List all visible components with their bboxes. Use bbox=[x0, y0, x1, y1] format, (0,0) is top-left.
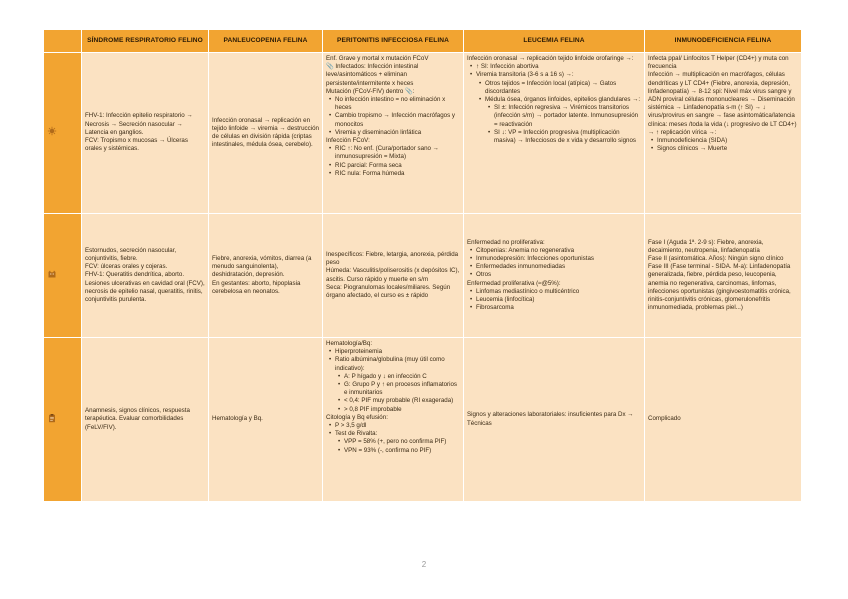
list-item: • SI ±: Infección regresiva → Virémicos transitorios (infección s/m) → portador latente. Inmunosupresión = reactivación bbox=[494, 104, 641, 129]
cat-icon bbox=[47, 269, 57, 279]
cell-srf-diagnostico bbox=[82, 338, 209, 502]
cell-pif-clinica bbox=[323, 214, 464, 338]
list-item: • Inmunodepresión: Infecciones oportunistas bbox=[476, 255, 641, 263]
list-item: • No infección intestino = no eliminación x heces bbox=[335, 96, 460, 112]
text: Test de Rivalta: bbox=[335, 430, 378, 438]
text: Infección FCoV: bbox=[326, 137, 370, 145]
list-item: • G: Grupo P y ↑ en procesos inflamatorios e inmunitarios bbox=[344, 381, 460, 397]
text: En gestantes: aborto, hipoplasia cerebelosa en neonatos. bbox=[212, 279, 301, 295]
list-item: • RIC ↑: No enf. (Cura/portador sano → inmunosupresión = Mixta) bbox=[335, 145, 460, 161]
list bbox=[326, 96, 460, 137]
text: Estornudos, secreción nasocular, conjuntivitis, fiebre. bbox=[85, 246, 177, 262]
text: Inespecíficos: Fiebre, letargia, anorexia, pérdida peso bbox=[326, 250, 459, 267]
text: Anamnesis, signos clínicos, respuesta terapéutica. Evaluar comorbilidades (FeLV/FIV). bbox=[85, 407, 190, 431]
cell-leucemia-patogenia bbox=[464, 53, 645, 214]
list-item: • Signos clínicos → Muerte bbox=[657, 145, 798, 153]
list-item bbox=[476, 71, 641, 145]
clipboard-icon bbox=[47, 413, 57, 423]
list-item: • P > 3,5 g/dl bbox=[335, 422, 460, 430]
text: Complicado bbox=[648, 415, 681, 423]
text: Enf. Grave y mortal x mutación FCoV bbox=[326, 55, 429, 62]
text: Lesiones ulcerativas en cavidad oral (FCV), necrosis de epitelio nasal, queratitis, rinitis, conjuntivitis purulenta. bbox=[85, 279, 205, 303]
page-number: 2 bbox=[421, 560, 427, 569]
list-item: • Otros tejidos = Infección local (atípica) → Gatos discordantes bbox=[485, 80, 641, 96]
list bbox=[467, 63, 641, 145]
cell-leucemia-diagnostico bbox=[464, 338, 645, 502]
list-item: • Enfermedades inmunomediadas bbox=[476, 263, 641, 271]
list bbox=[326, 422, 460, 455]
text: Enfermedad no proliferativa: bbox=[467, 238, 545, 246]
text: FHV-1: Infección epitelio respiratorio → Necrosis → Secreción nasocular → Latencia en ganglios. bbox=[85, 112, 193, 136]
list bbox=[648, 137, 798, 153]
row-patogenia bbox=[44, 53, 802, 214]
text: Infecta ppal/ Linfocitos T Helper (CD4+) y muta con frecuencia bbox=[648, 55, 789, 71]
list-item: • A: P hígado y ↓ en infección C bbox=[344, 373, 460, 381]
list-item: • Linfomas mediastínico o multicéntrico bbox=[476, 288, 641, 296]
cell-srf-patogenia bbox=[82, 53, 209, 214]
text: Ratio albúmina/globulina (muy útil como indicativo): bbox=[335, 356, 445, 372]
text: Húmeda: Vasculitis/poliserositis (x depósitos IC), ascitis. Curso rápido y muerte en s/m bbox=[326, 267, 460, 283]
text: Fase II (asintomática. Años): Ningún signo clínico bbox=[648, 254, 784, 262]
text: Infección → multiplicación en macrófagos, células dendríticas y LT CD4+ (Fiebre, anorexia, depresión, linfadenopatía) → 8-12 spi: Nivel máx virus sangre y ADN proviral células mononucleares → Diseminación sistémica → Linfadenopatía s-m (↑ SI) → ↓ virus/provirus en sangre → fase asintomática/latencia clínica: meses /toda la vida (↓ progresivo de LT CD4+) → ↑ replicación vírica →: bbox=[648, 71, 797, 136]
text: FCV: úlceras orales y cojeras. bbox=[85, 263, 168, 271]
cell-panleuco-clinica bbox=[209, 214, 323, 338]
cell-fiv-diagnostico bbox=[645, 338, 802, 502]
list bbox=[476, 80, 641, 146]
cell-pif-patogenia bbox=[323, 53, 464, 214]
list-item: • VPN = 93% (-, confirma no PIF) bbox=[344, 447, 460, 455]
text: Médula ósea, órganos linfoides, epitelios glandulares →: bbox=[485, 96, 641, 104]
row-head-patogenia bbox=[44, 53, 82, 214]
header-panleucopenia: PANLEUCOPENIA FELINA bbox=[209, 30, 323, 53]
comparison-table bbox=[43, 29, 802, 502]
text: Fiebre, anorexia, vómitos, diarrea (a menudo sanguinolenta), deshidratación, depresión. bbox=[212, 254, 312, 279]
corner-cell bbox=[44, 30, 82, 53]
list-item: • VPP = 58% (+, pero no confirma PIF) bbox=[344, 438, 460, 446]
cell-srf-clinica bbox=[82, 214, 209, 338]
list-item: • RIC parcial: Forma seca bbox=[335, 162, 460, 170]
text: Viremia transitoria (3-6 s a 16 s) →: bbox=[476, 71, 574, 79]
list-item: • < 0,4: PIF muy probable (RI exagerada) bbox=[344, 397, 460, 405]
list-item: • Otros bbox=[476, 271, 641, 279]
cell-panleuco-patogenia bbox=[209, 53, 323, 214]
list-item: • Fibrosarcoma bbox=[476, 304, 641, 312]
text: Fase III (Fase terminal - SIDA. M-a): Linfadenopatía generalizada, fiebre, pérdida peso, leucopenia, anemia no regenerativa, carcinomas, linfomas, infecciones oportunistas (gingivoestomatitis crónica, rinitis-conjuntivitis crónicas, glomerulonefritis inmunomediada, problemas piel...) bbox=[648, 263, 791, 312]
list-item: • RIC nula: Forma húmeda bbox=[335, 170, 460, 178]
list bbox=[467, 288, 641, 313]
text: Enfermedad proliferativa (≈@5%): bbox=[467, 279, 561, 287]
list bbox=[335, 438, 460, 454]
list bbox=[326, 348, 460, 414]
list bbox=[326, 145, 460, 178]
list-item: • Citopenias: Anemia no regenerativa bbox=[476, 247, 641, 255]
list-item: • Hiperproteinemia bbox=[335, 348, 460, 356]
header-srf: SÍNDROME RESPIRATORIO FELINO bbox=[82, 30, 209, 53]
list bbox=[335, 373, 460, 414]
text: Signos y alteraciones laboratoriales: insuficientes para Dx → Técnicas bbox=[467, 411, 634, 427]
cell-fiv-patogenia bbox=[645, 53, 802, 214]
row-head-clinica bbox=[44, 214, 82, 338]
header-leucemia: LEUCEMIA FELINA bbox=[464, 30, 645, 53]
list-item: • Leucemia (linfocítica) bbox=[476, 296, 641, 304]
cell-pif-diagnostico bbox=[323, 338, 464, 502]
list-item bbox=[335, 430, 460, 455]
list-item: • SI ↓: VP = Infección progresiva (multiplicación masiva) → Infecciosos de x vida y desarrollo signos bbox=[494, 129, 641, 145]
text: 📎 Infectados: Infección intestinal leve/asintomáticos + eliminan persistente/intermitente x heces bbox=[326, 63, 419, 87]
list-item bbox=[485, 96, 641, 145]
list-item bbox=[335, 356, 460, 413]
list-item: • Cambio tropismo → Infección macrófagos y monocitos bbox=[335, 112, 460, 128]
list-item: • Inmunodeficiencia (SIDA) bbox=[657, 137, 798, 145]
list-item: • > 0,8 PIF improbable bbox=[344, 406, 460, 414]
cell-leucemia-clinica bbox=[464, 214, 645, 338]
header-inmunodeficiencia: INMUNODEFICIENCIA FELINA bbox=[645, 30, 802, 53]
virus-icon bbox=[47, 126, 57, 136]
text: Citología y Bq efusión: bbox=[326, 413, 388, 421]
cell-panleuco-diagnostico bbox=[209, 338, 323, 502]
header-pif: PERITONITIS INFECCIOSA FELINA bbox=[323, 30, 464, 53]
header-row bbox=[44, 30, 802, 53]
text: Seca: Piogranulomas locales/miliares. Según órgano afectado, el curso es ± rápido bbox=[326, 283, 451, 299]
row-head-diagnostico bbox=[44, 338, 82, 502]
cell-fiv-clinica bbox=[645, 214, 802, 338]
text: Hematología y Bq. bbox=[212, 415, 263, 423]
list bbox=[485, 104, 641, 145]
text: FHV-1: Queratitis dendrítica, aborto. bbox=[85, 271, 185, 279]
text: Infección oronasal → replicación en tejido linfoide → viremia → destrucción de células en división rápida (criptas intestinales, médula ósea, cerebelo). bbox=[212, 116, 319, 149]
text: Fase I (Aguda 1ª. 2-9 s): Fiebre, anorexia, decaimiento, neutropenia, linfadenopatía bbox=[648, 238, 764, 254]
text: FCV: Tropismo x mucosas → Úlceras orales y sistémicas. bbox=[85, 137, 188, 153]
text: Infección oronasal → replicación tejido linfoide orofaringe →: bbox=[467, 55, 634, 62]
list-item: • Viremia y diseminación linfática bbox=[335, 129, 460, 137]
row-diagnostico bbox=[44, 338, 802, 502]
text: Hematología/Bq: bbox=[326, 340, 373, 347]
row-clinica bbox=[44, 214, 802, 338]
text: Mutación (FCoV-FIV) dentro 📎: bbox=[326, 87, 415, 95]
list bbox=[467, 247, 641, 280]
list-item: • ↑ SI: Infección abortiva bbox=[476, 63, 641, 71]
